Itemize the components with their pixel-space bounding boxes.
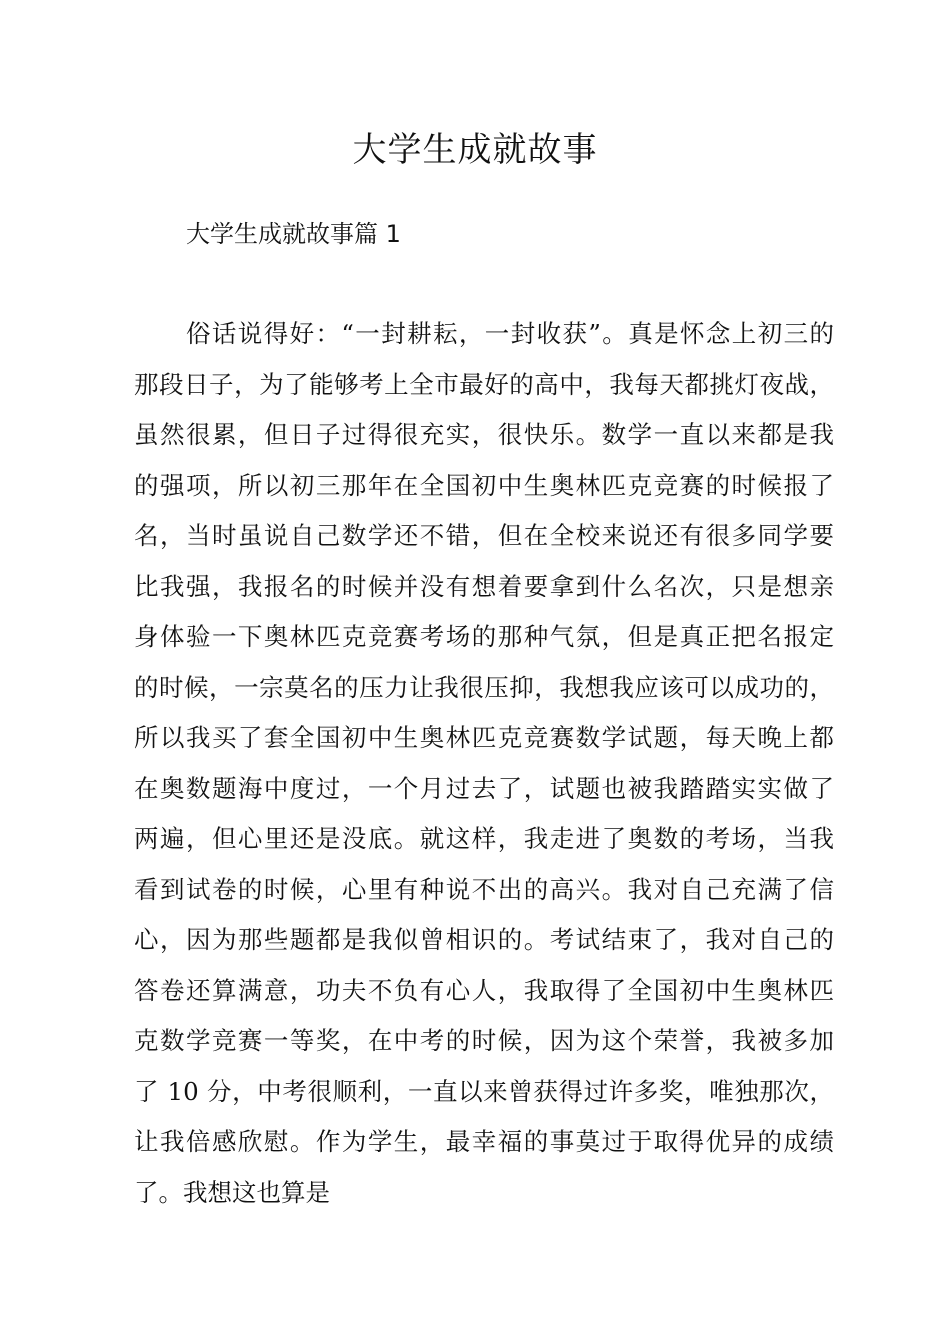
paragraph-line: 答卷还算满意，功夫不负有心人，我取得了全国初中生奥林匹 [134, 975, 834, 1005]
paragraph-line: 的时候，一宗莫名的压力让我很压抑，我想我应该可以成功的， [134, 672, 834, 702]
paragraph-line: 名，当时虽说自己数学还不错，但在全校来说还有很多同学要 [134, 521, 834, 550]
body-paragraph [134, 309, 834, 1218]
paragraph-line: 在奥数题海中度过，一个月过去了，试题也被我踏踏实实做了 [134, 773, 834, 803]
paragraph-line: 了 10 分，中考很顺利，一直以来曾获得过许多奖，唯独那次， [134, 1076, 834, 1106]
paragraph-line: 虽然很累，但日子过得很充实，很快乐。数学一直以来都是我 [134, 420, 834, 449]
document-title: 大学生成就故事 [352, 130, 598, 170]
section-heading: 大学生成就故事篇 1 [186, 220, 401, 248]
paragraph-line: 两遍，但心里还是没底。就这样，我走进了奥数的考场，当我 [134, 824, 834, 853]
paragraph-line: 比我强，我报名的时候并没有想着要拿到什么名次，只是想亲 [134, 571, 834, 601]
paragraph-line: 的强项，所以初三那年在全国初中生奥林匹克竞赛的时候报了 [134, 470, 834, 500]
paragraph-line: 了。我想这也算是 [134, 1177, 330, 1207]
paragraph-line: 心，因为那些题都是我似曾相识的。考试结束了，我对自己的 [134, 925, 834, 954]
paragraph-line: 身体验一下奥林匹克竞赛考场的那种气氛，但是真正把名报定 [134, 622, 834, 651]
paragraph-line: 克数学竞赛一等奖，在中考的时候，因为这个荣誉，我被多加 [134, 1026, 834, 1055]
paragraph-line: 看到试卷的时候，心里有种说不出的高兴。我对自己充满了信 [134, 874, 834, 904]
paragraph-line: 那段日子，为了能够考上全市最好的高中，我每天都挑灯夜战， [134, 369, 834, 399]
paragraph-line: 所以我买了套全国初中生奥林匹克竞赛数学试题，每天晚上都 [134, 723, 834, 752]
paragraph-line: 让我倍感欣慰。作为学生，最幸福的事莫过于取得优异的成绩 [134, 1127, 834, 1156]
paragraph-line: 俗话说得好：“一封耕耘，一封收获”。真是怀念上初三的 [186, 319, 834, 348]
